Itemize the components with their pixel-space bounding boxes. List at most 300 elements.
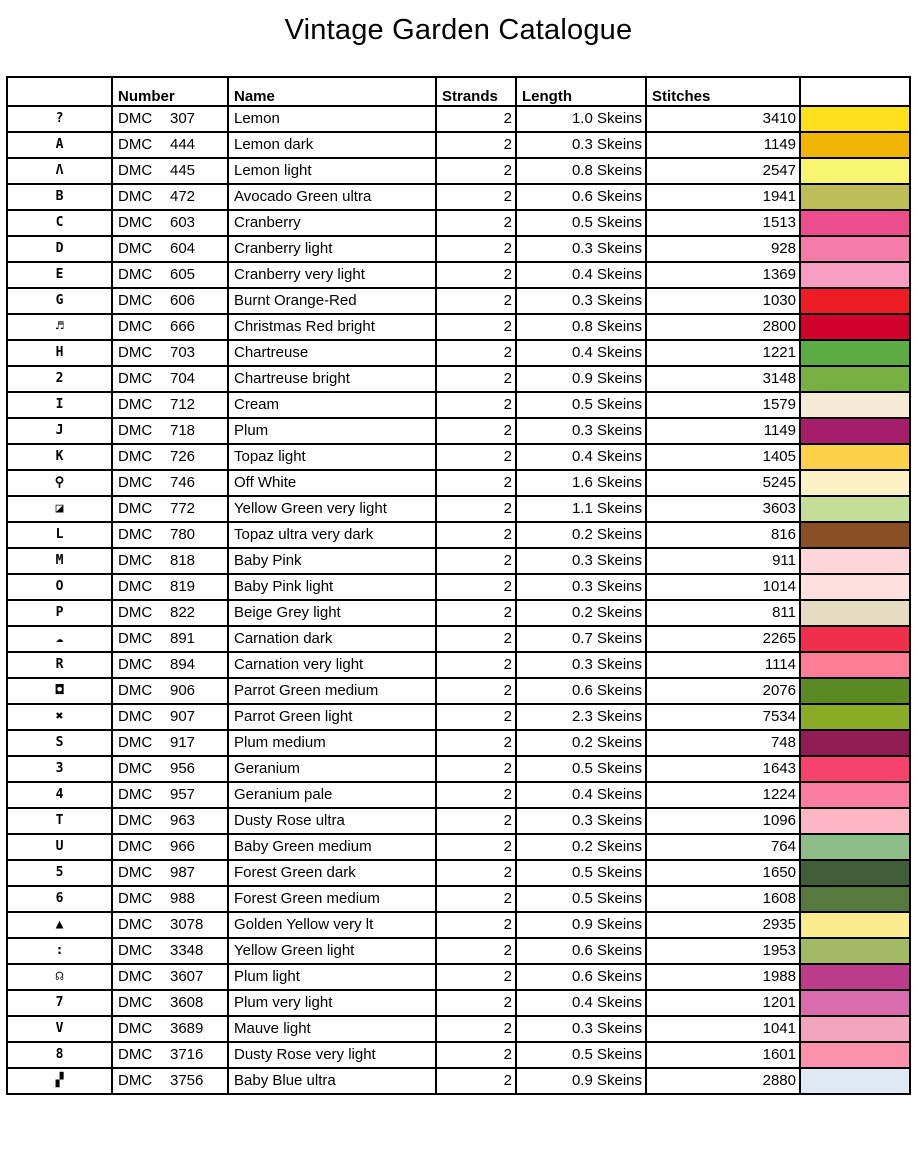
symbol-cell: L	[7, 522, 112, 548]
color-swatch-cell	[800, 652, 910, 678]
length-cell: 0.3 Skeins	[516, 288, 646, 314]
length-cell: 0.2 Skeins	[516, 600, 646, 626]
table-row	[7, 470, 910, 496]
color-swatch	[801, 393, 909, 417]
color-swatch	[801, 263, 909, 287]
stitches-cell: 1601	[646, 1042, 800, 1068]
stitches-cell: 1643	[646, 756, 800, 782]
name-cell: Chartreuse bright	[228, 366, 436, 392]
page-title: Vintage Garden Catalogue	[284, 14, 633, 46]
thread-number: 894	[170, 656, 196, 674]
brand-label: DMC	[118, 448, 153, 466]
stitches-cell: 1941	[646, 184, 800, 210]
length-cell: 0.6 Skeins	[516, 678, 646, 704]
number-cell	[112, 392, 228, 418]
table-row	[7, 262, 910, 288]
color-swatch-cell	[800, 756, 910, 782]
strands-cell: 2	[436, 106, 516, 132]
strands-cell: 2	[436, 938, 516, 964]
thread-number: 3689	[170, 1020, 204, 1038]
color-swatch-cell	[800, 184, 910, 210]
color-swatch	[801, 991, 909, 1015]
thread-number: 718	[170, 422, 196, 440]
color-swatch	[801, 523, 909, 547]
stitches-cell: 1149	[646, 418, 800, 444]
symbol-cell: M	[7, 548, 112, 574]
symbol-cell: B	[7, 184, 112, 210]
brand-label: DMC	[118, 188, 153, 206]
stitches-cell: 1030	[646, 288, 800, 314]
stitches-cell: 1149	[646, 132, 800, 158]
name-cell: Topaz ultra very dark	[228, 522, 436, 548]
brand-label: DMC	[118, 708, 153, 726]
brand-label: DMC	[118, 734, 153, 752]
number-cell	[112, 990, 228, 1016]
number-cell	[112, 808, 228, 834]
thread-number: 891	[170, 630, 196, 648]
name-cell: Carnation very light	[228, 652, 436, 678]
strands-cell: 2	[436, 158, 516, 184]
brand-label: DMC	[118, 162, 153, 180]
length-cell: 0.9 Skeins	[516, 912, 646, 938]
color-swatch	[801, 887, 909, 911]
thread-number: 988	[170, 890, 196, 908]
color-swatch-cell	[800, 808, 910, 834]
symbol-cell: ♬	[7, 314, 112, 340]
color-swatch	[801, 237, 909, 261]
color-swatch	[801, 133, 909, 157]
color-swatch-cell	[800, 782, 910, 808]
header-row	[7, 77, 910, 106]
color-swatch	[801, 419, 909, 443]
name-cell: Geranium	[228, 756, 436, 782]
strands-cell: 2	[436, 756, 516, 782]
strands-cell: 2	[436, 184, 516, 210]
name-cell: Dusty Rose very light	[228, 1042, 436, 1068]
color-swatch-cell	[800, 1042, 910, 1068]
number-cell	[112, 236, 228, 262]
stitches-cell: 3410	[646, 106, 800, 132]
name-cell: Off White	[228, 470, 436, 496]
brand-label: DMC	[118, 214, 153, 232]
name-cell: Cream	[228, 392, 436, 418]
thread-number: 772	[170, 500, 196, 518]
color-swatch	[801, 159, 909, 183]
name-cell: Plum	[228, 418, 436, 444]
brand-label: DMC	[118, 630, 153, 648]
brand-label: DMC	[118, 344, 153, 362]
number-cell	[112, 652, 228, 678]
color-swatch-cell	[800, 496, 910, 522]
color-swatch	[801, 1043, 909, 1067]
thread-number: 963	[170, 812, 196, 830]
stitches-cell: 2547	[646, 158, 800, 184]
table-row	[7, 132, 910, 158]
stitches-cell: 748	[646, 730, 800, 756]
thread-number: 956	[170, 760, 196, 778]
strands-cell: 2	[436, 418, 516, 444]
strands-cell: 2	[436, 522, 516, 548]
color-swatch-cell	[800, 860, 910, 886]
symbol-cell: ✖	[7, 704, 112, 730]
thread-number: 726	[170, 448, 196, 466]
brand-label: DMC	[118, 786, 153, 804]
length-cell: 0.3 Skeins	[516, 574, 646, 600]
color-swatch-cell	[800, 522, 910, 548]
stitches-cell: 1221	[646, 340, 800, 366]
number-cell	[112, 210, 228, 236]
table-row	[7, 990, 910, 1016]
table-row	[7, 548, 910, 574]
stitches-cell: 2880	[646, 1068, 800, 1094]
strands-cell: 2	[436, 262, 516, 288]
thread-number: 818	[170, 552, 196, 570]
header-color	[800, 77, 910, 106]
thread-number: 3608	[170, 994, 204, 1012]
length-cell: 0.2 Skeins	[516, 730, 646, 756]
number-cell	[112, 314, 228, 340]
header-symbol	[7, 77, 112, 106]
number-cell	[112, 132, 228, 158]
table-row	[7, 1042, 910, 1068]
number-cell	[112, 1042, 228, 1068]
number-cell	[112, 262, 228, 288]
symbol-cell: 5	[7, 860, 112, 886]
brand-label: DMC	[118, 1046, 153, 1064]
color-swatch	[801, 601, 909, 625]
color-swatch-cell	[800, 314, 910, 340]
name-cell: Plum medium	[228, 730, 436, 756]
symbol-cell: ◘	[7, 678, 112, 704]
number-cell	[112, 340, 228, 366]
thread-number: 917	[170, 734, 196, 752]
length-cell: 0.5 Skeins	[516, 886, 646, 912]
name-cell: Plum very light	[228, 990, 436, 1016]
color-swatch	[801, 679, 909, 703]
thread-number: 603	[170, 214, 196, 232]
color-swatch-cell	[800, 236, 910, 262]
symbol-cell: ☊	[7, 964, 112, 990]
thread-number: 907	[170, 708, 196, 726]
name-cell: Topaz light	[228, 444, 436, 470]
header-number: Number	[112, 77, 228, 106]
color-swatch	[801, 211, 909, 235]
brand-label: DMC	[118, 916, 153, 934]
name-cell: Yellow Green very light	[228, 496, 436, 522]
stitches-cell: 2265	[646, 626, 800, 652]
brand-label: DMC	[118, 474, 153, 492]
color-swatch-cell	[800, 912, 910, 938]
color-swatch-cell	[800, 366, 910, 392]
color-swatch-cell	[800, 834, 910, 860]
table-row	[7, 860, 910, 886]
symbol-cell: G	[7, 288, 112, 314]
color-swatch-cell	[800, 444, 910, 470]
color-swatch-cell	[800, 210, 910, 236]
brand-label: DMC	[118, 422, 153, 440]
name-cell: Forest Green dark	[228, 860, 436, 886]
thread-number: 606	[170, 292, 196, 310]
symbol-cell: 6	[7, 886, 112, 912]
brand-label: DMC	[118, 760, 153, 778]
number-cell	[112, 938, 228, 964]
length-cell: 0.4 Skeins	[516, 262, 646, 288]
brand-label: DMC	[118, 136, 153, 154]
length-cell: 0.3 Skeins	[516, 808, 646, 834]
brand-label: DMC	[118, 1020, 153, 1038]
length-cell: 0.5 Skeins	[516, 756, 646, 782]
symbol-cell: H	[7, 340, 112, 366]
symbol-cell: A	[7, 132, 112, 158]
color-swatch	[801, 835, 909, 859]
stitches-cell: 1041	[646, 1016, 800, 1042]
table-row	[7, 392, 910, 418]
color-swatch-cell	[800, 158, 910, 184]
strands-cell: 2	[436, 548, 516, 574]
symbol-cell: V	[7, 1016, 112, 1042]
thread-number: 3348	[170, 942, 204, 960]
strands-cell: 2	[436, 314, 516, 340]
length-cell: 0.3 Skeins	[516, 418, 646, 444]
color-swatch	[801, 315, 909, 339]
length-cell: 0.9 Skeins	[516, 1068, 646, 1094]
number-cell	[112, 1068, 228, 1094]
strands-cell: 2	[436, 288, 516, 314]
strands-cell: 2	[436, 340, 516, 366]
length-cell: 0.7 Skeins	[516, 626, 646, 652]
color-swatch-cell	[800, 574, 910, 600]
symbol-cell: O	[7, 574, 112, 600]
stitches-cell: 1201	[646, 990, 800, 1016]
number-cell	[112, 522, 228, 548]
length-cell: 0.5 Skeins	[516, 210, 646, 236]
symbol-cell: ☁	[7, 626, 112, 652]
table-row	[7, 496, 910, 522]
thread-number: 780	[170, 526, 196, 544]
color-swatch	[801, 471, 909, 495]
table-row	[7, 340, 910, 366]
length-cell: 1.6 Skeins	[516, 470, 646, 496]
thread-number: 966	[170, 838, 196, 856]
name-cell: Lemon	[228, 106, 436, 132]
name-cell: Baby Green medium	[228, 834, 436, 860]
table-row	[7, 626, 910, 652]
symbol-cell: T	[7, 808, 112, 834]
symbol-cell: 8	[7, 1042, 112, 1068]
length-cell: 0.5 Skeins	[516, 860, 646, 886]
color-swatch-cell	[800, 106, 910, 132]
brand-label: DMC	[118, 812, 153, 830]
brand-label: DMC	[118, 552, 153, 570]
table-row	[7, 938, 910, 964]
stitches-cell: 1014	[646, 574, 800, 600]
color-swatch	[801, 1017, 909, 1041]
stitches-cell: 1953	[646, 938, 800, 964]
strands-cell: 2	[436, 652, 516, 678]
stitches-cell: 1369	[646, 262, 800, 288]
number-cell	[112, 1016, 228, 1042]
name-cell: Mauve light	[228, 1016, 436, 1042]
symbol-cell: C	[7, 210, 112, 236]
color-swatch-cell	[800, 990, 910, 1016]
header-length: Length	[516, 77, 646, 106]
number-cell	[112, 106, 228, 132]
length-cell: 0.3 Skeins	[516, 1016, 646, 1042]
table-row	[7, 288, 910, 314]
brand-label: DMC	[118, 396, 153, 414]
table-row	[7, 964, 910, 990]
color-swatch-cell	[800, 548, 910, 574]
stitches-cell: 1096	[646, 808, 800, 834]
strands-cell: 2	[436, 600, 516, 626]
brand-label: DMC	[118, 942, 153, 960]
symbol-cell: ▞	[7, 1068, 112, 1094]
symbol-cell: Λ	[7, 158, 112, 184]
brand-label: DMC	[118, 526, 153, 544]
strands-cell: 2	[436, 626, 516, 652]
name-cell: Dusty Rose ultra	[228, 808, 436, 834]
table-row	[7, 678, 910, 704]
name-cell: Forest Green medium	[228, 886, 436, 912]
stitches-cell: 1513	[646, 210, 800, 236]
brand-label: DMC	[118, 318, 153, 336]
length-cell: 0.5 Skeins	[516, 1042, 646, 1068]
header-strands: Strands	[436, 77, 516, 106]
number-cell	[112, 860, 228, 886]
color-swatch	[801, 497, 909, 521]
name-cell: Baby Blue ultra	[228, 1068, 436, 1094]
color-swatch	[801, 289, 909, 313]
stitches-cell: 1224	[646, 782, 800, 808]
name-cell: Cranberry light	[228, 236, 436, 262]
name-cell: Geranium pale	[228, 782, 436, 808]
stitches-cell: 928	[646, 236, 800, 262]
number-cell	[112, 366, 228, 392]
number-cell	[112, 678, 228, 704]
length-cell: 0.6 Skeins	[516, 938, 646, 964]
strands-cell: 2	[436, 964, 516, 990]
color-swatch	[801, 107, 909, 131]
length-cell: 0.6 Skeins	[516, 964, 646, 990]
color-swatch	[801, 861, 909, 885]
strands-cell: 2	[436, 1068, 516, 1094]
stitches-cell: 7534	[646, 704, 800, 730]
symbol-cell: ?	[7, 106, 112, 132]
symbol-cell: :	[7, 938, 112, 964]
length-cell: 0.3 Skeins	[516, 652, 646, 678]
strands-cell: 2	[436, 782, 516, 808]
brand-label: DMC	[118, 890, 153, 908]
length-cell: 2.3 Skeins	[516, 704, 646, 730]
brand-label: DMC	[118, 578, 153, 596]
name-cell: Burnt Orange-Red	[228, 288, 436, 314]
color-swatch-cell	[800, 340, 910, 366]
length-cell: 0.4 Skeins	[516, 340, 646, 366]
color-swatch	[801, 731, 909, 755]
length-cell: 0.9 Skeins	[516, 366, 646, 392]
name-cell: Lemon light	[228, 158, 436, 184]
thread-number: 3607	[170, 968, 204, 986]
stitches-cell: 764	[646, 834, 800, 860]
brand-label: DMC	[118, 110, 153, 128]
table-row	[7, 782, 910, 808]
color-swatch-cell	[800, 886, 910, 912]
number-cell	[112, 964, 228, 990]
thread-number: 746	[170, 474, 196, 492]
number-cell	[112, 782, 228, 808]
thread-number: 822	[170, 604, 196, 622]
strands-cell: 2	[436, 834, 516, 860]
length-cell: 0.8 Skeins	[516, 158, 646, 184]
length-cell: 0.8 Skeins	[516, 314, 646, 340]
brand-label: DMC	[118, 864, 153, 882]
symbol-cell: K	[7, 444, 112, 470]
number-cell	[112, 704, 228, 730]
thread-number: 3716	[170, 1046, 204, 1064]
stitches-cell: 1608	[646, 886, 800, 912]
number-cell	[112, 548, 228, 574]
name-cell: Parrot Green light	[228, 704, 436, 730]
number-cell	[112, 288, 228, 314]
strands-cell: 2	[436, 990, 516, 1016]
number-cell	[112, 158, 228, 184]
length-cell: 1.0 Skeins	[516, 106, 646, 132]
thread-table	[6, 76, 911, 1095]
name-cell: Baby Pink light	[228, 574, 436, 600]
color-swatch-cell	[800, 262, 910, 288]
thread-number: 906	[170, 682, 196, 700]
length-cell: 0.3 Skeins	[516, 132, 646, 158]
strands-cell: 2	[436, 496, 516, 522]
length-cell: 0.4 Skeins	[516, 990, 646, 1016]
table-row	[7, 1068, 910, 1094]
strands-cell: 2	[436, 470, 516, 496]
thread-number: 605	[170, 266, 196, 284]
strands-cell: 2	[436, 886, 516, 912]
number-cell	[112, 574, 228, 600]
number-cell	[112, 444, 228, 470]
stitches-cell: 1114	[646, 652, 800, 678]
stitches-cell: 1650	[646, 860, 800, 886]
strands-cell: 2	[436, 236, 516, 262]
color-swatch	[801, 627, 909, 651]
color-swatch-cell	[800, 418, 910, 444]
thread-number: 987	[170, 864, 196, 882]
symbol-cell: P	[7, 600, 112, 626]
color-swatch	[801, 653, 909, 677]
thread-number: 957	[170, 786, 196, 804]
color-swatch	[801, 705, 909, 729]
thread-number: 3756	[170, 1072, 204, 1090]
strands-cell: 2	[436, 392, 516, 418]
number-cell	[112, 730, 228, 756]
table-row	[7, 158, 910, 184]
table-row	[7, 236, 910, 262]
length-cell: 0.4 Skeins	[516, 782, 646, 808]
brand-label: DMC	[118, 266, 153, 284]
table-row	[7, 210, 910, 236]
table-row	[7, 1016, 910, 1042]
color-swatch-cell	[800, 470, 910, 496]
symbol-cell: 3	[7, 756, 112, 782]
strands-cell: 2	[436, 730, 516, 756]
table-row	[7, 444, 910, 470]
symbol-cell: I	[7, 392, 112, 418]
color-swatch-cell	[800, 1016, 910, 1042]
thread-number: 819	[170, 578, 196, 596]
color-swatch	[801, 913, 909, 937]
name-cell: Christmas Red bright	[228, 314, 436, 340]
